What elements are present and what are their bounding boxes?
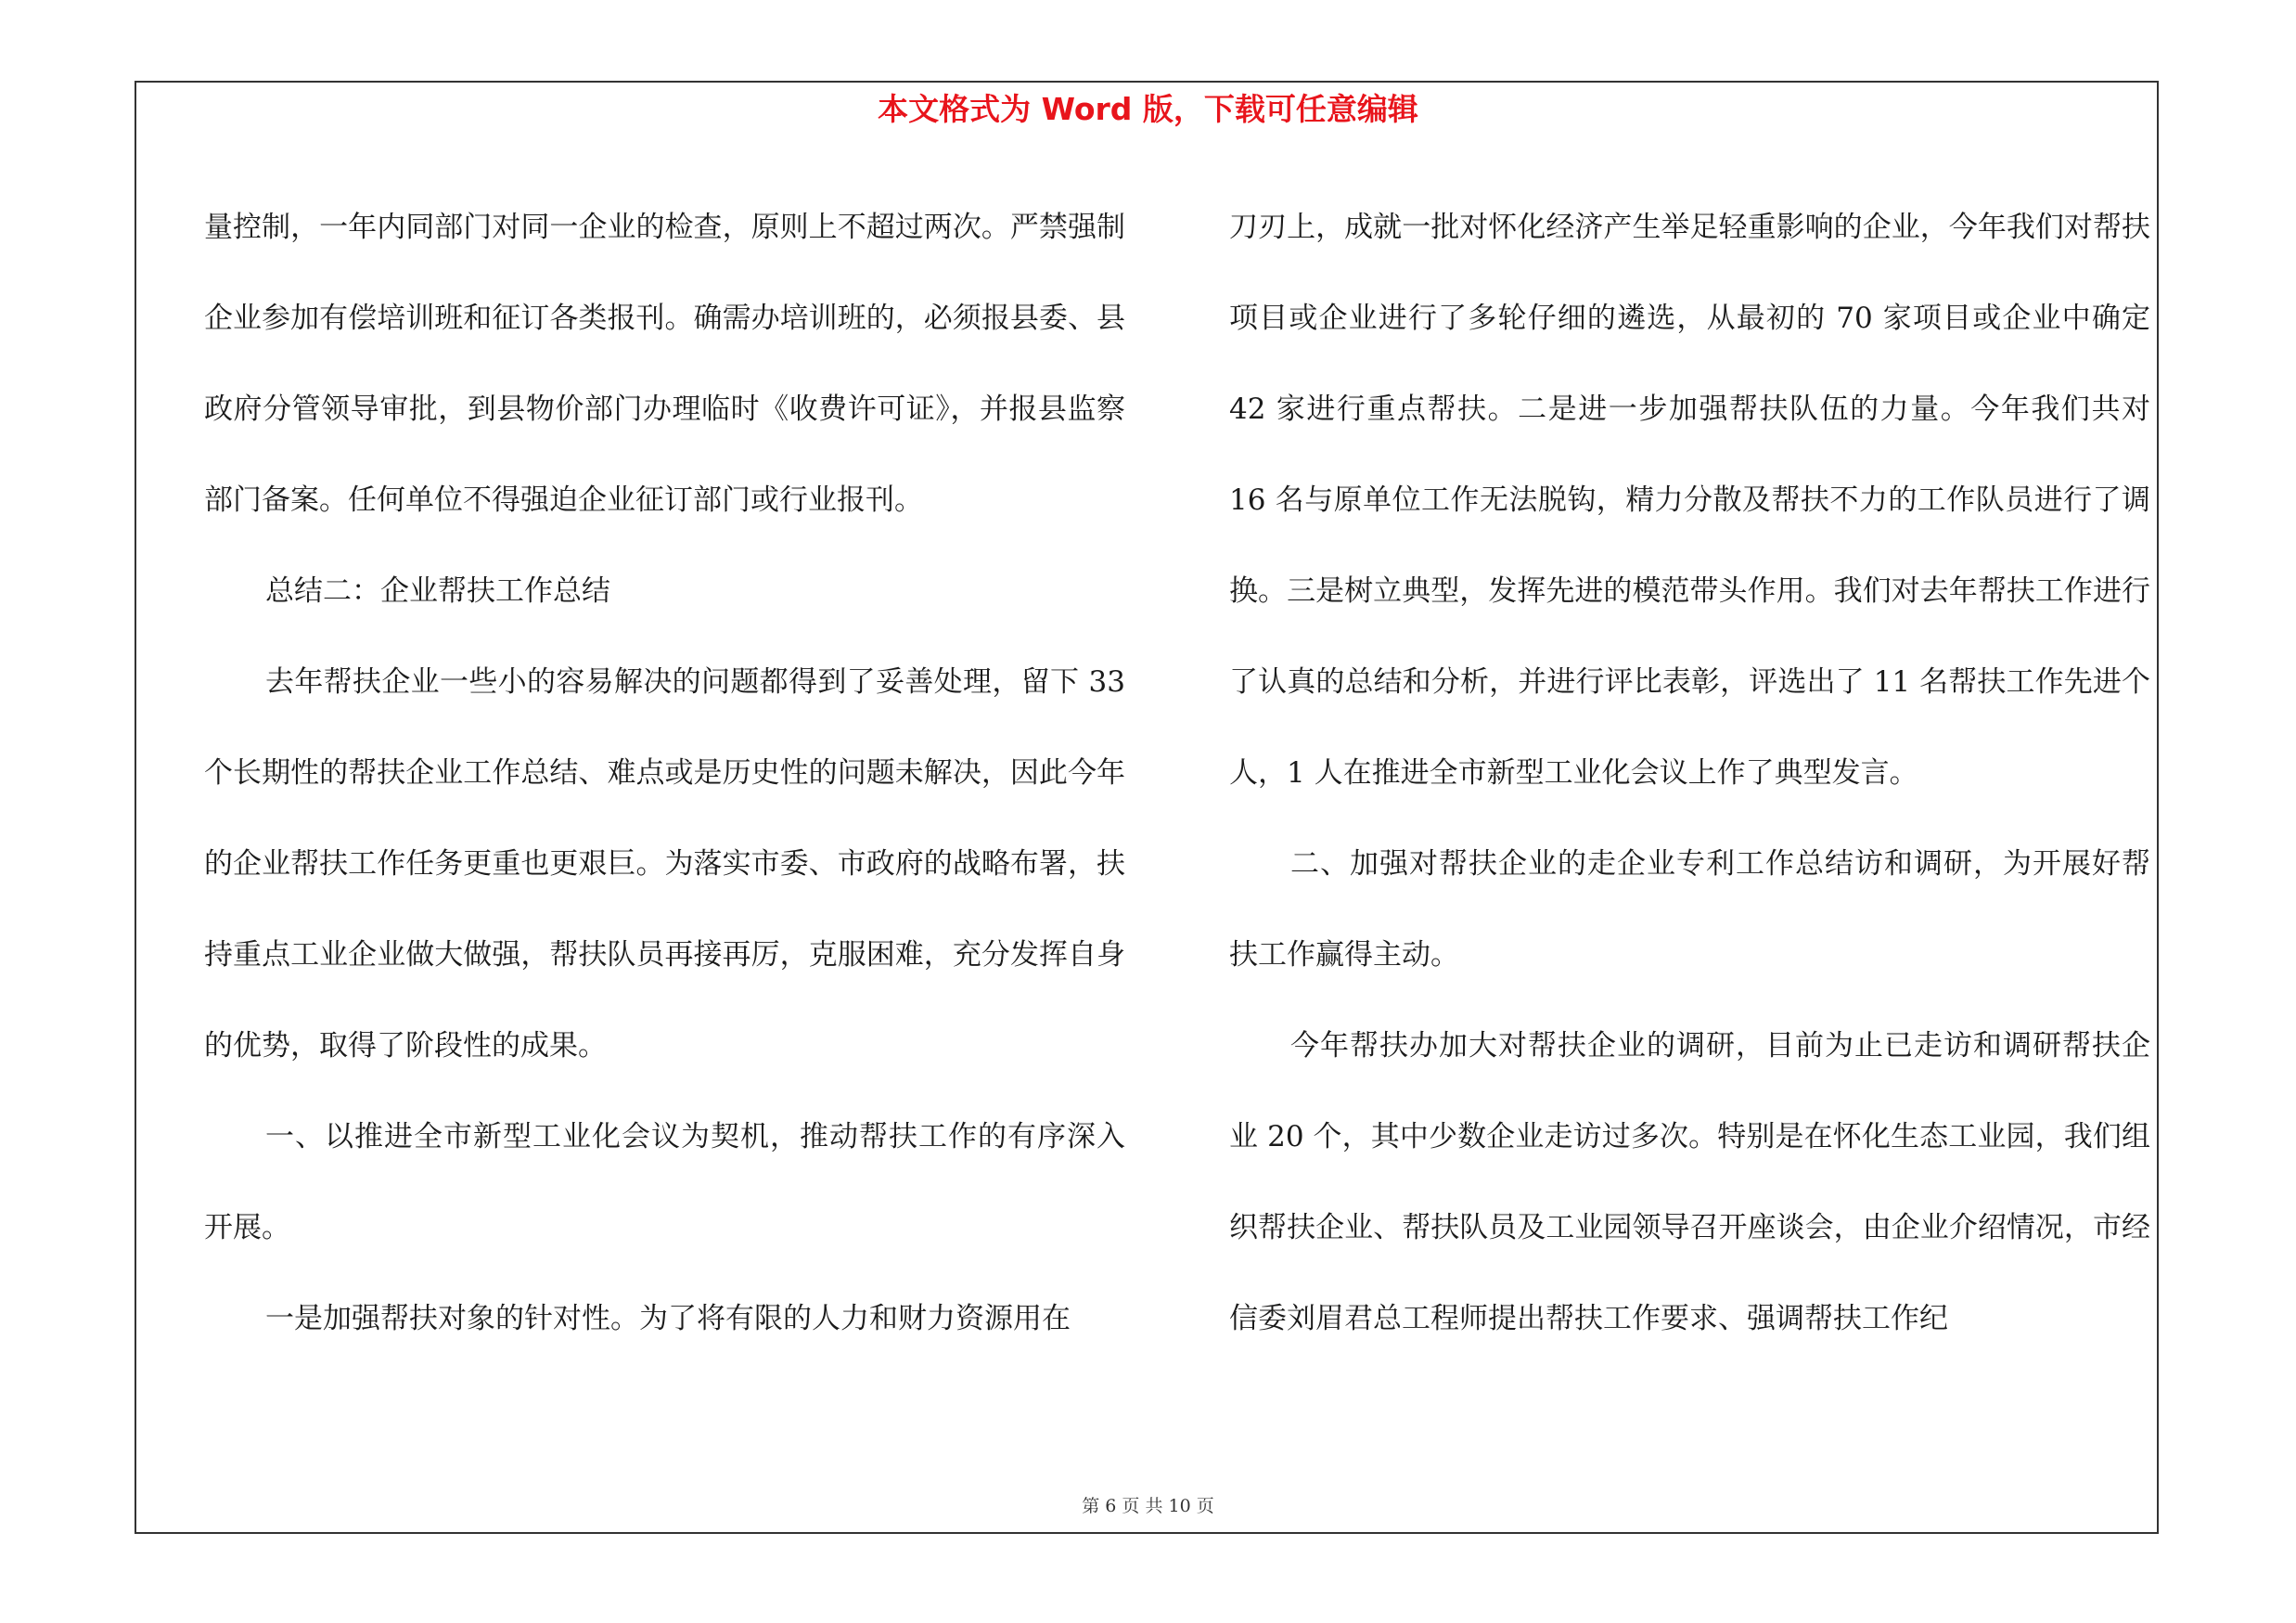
paragraph: 一是加强帮扶对象的针对性。为了将有限的人力和财力资源用在 [265, 1302, 1071, 1335]
paragraph: 今年帮扶办加大对帮扶企业的调研，目前为止已走访和调研帮扶企业 20 个，其中少数企业走访过多次。特别是在怀化生态工业园，我们组织帮扶企业、帮扶队员及工业园领导召开座谈会，由企业介绍情况，市经信委刘眉君总工程师提出帮扶工作要求、强调帮扶工作纪 [1229, 1029, 2150, 1335]
format-notice-banner: 本文格式为 Word 版，下载可任意编辑 [878, 91, 1418, 127]
right-text-column [1229, 182, 2150, 1364]
page-number-footer: 第 6 页 共 10 页 [1082, 1496, 1214, 1516]
paragraph: 二、加强对帮扶企业的走企业专利工作总结访和调研，为开展好帮扶工作赢得主动。 [1229, 847, 2150, 972]
paragraph: 一、以推进全市新型工业化会议为契机，推动帮扶工作的有序深入开展。 [204, 1120, 1125, 1244]
left-text-column [204, 182, 1125, 1364]
paragraph: 量控制，一年内同部门对同一企业的检查，原则上不超过两次。严禁强制企业参加有偿培训班和征订各类报刊。确需办培训班的，必须报县委、县政府分管领导审批，到县物价部门办理临时《收费许可证》，并报县监察部门备案。任何单位不得强迫企业征订部门或行业报刊。 [204, 211, 1125, 517]
section-heading: 总结二：企业帮扶工作总结 [265, 574, 610, 608]
paragraph: 刀刃上，成就一批对怀化经济产生举足轻重影响的企业，今年我们对帮扶项目或企业进行了多轮仔细的遴选，从最初的 70 家项目或企业中确定 42 家进行重点帮扶。二是进一步加强帮扶队伍的力量。今年我们共对 16 名与原单位工作无法脱钩，精力分散及帮扶不力的工作队员进行了调换。三是树立典型，发挥先进的模范带头作用。我们对去年帮扶工作进行了认真的总结和分析，并进行评比表彰，评选出了 11 名帮扶工作先进个人，1 人在推进全市新型工业化会议上作了典型发言。 [1229, 211, 2150, 790]
paragraph: 去年帮扶企业一些小的容易解决的问题都得到了妥善处理，留下 33 个长期性的帮扶企业工作总结、难点或是历史性的问题未解决，因此今年的企业帮扶工作任务更重也更艰巨。为落实市委、市政府的战略布署，扶持重点工业企业做大做强，帮扶队员再接再厉，克服困难，充分发挥自身的优势，取得了阶段性的成果。 [204, 665, 1125, 1063]
